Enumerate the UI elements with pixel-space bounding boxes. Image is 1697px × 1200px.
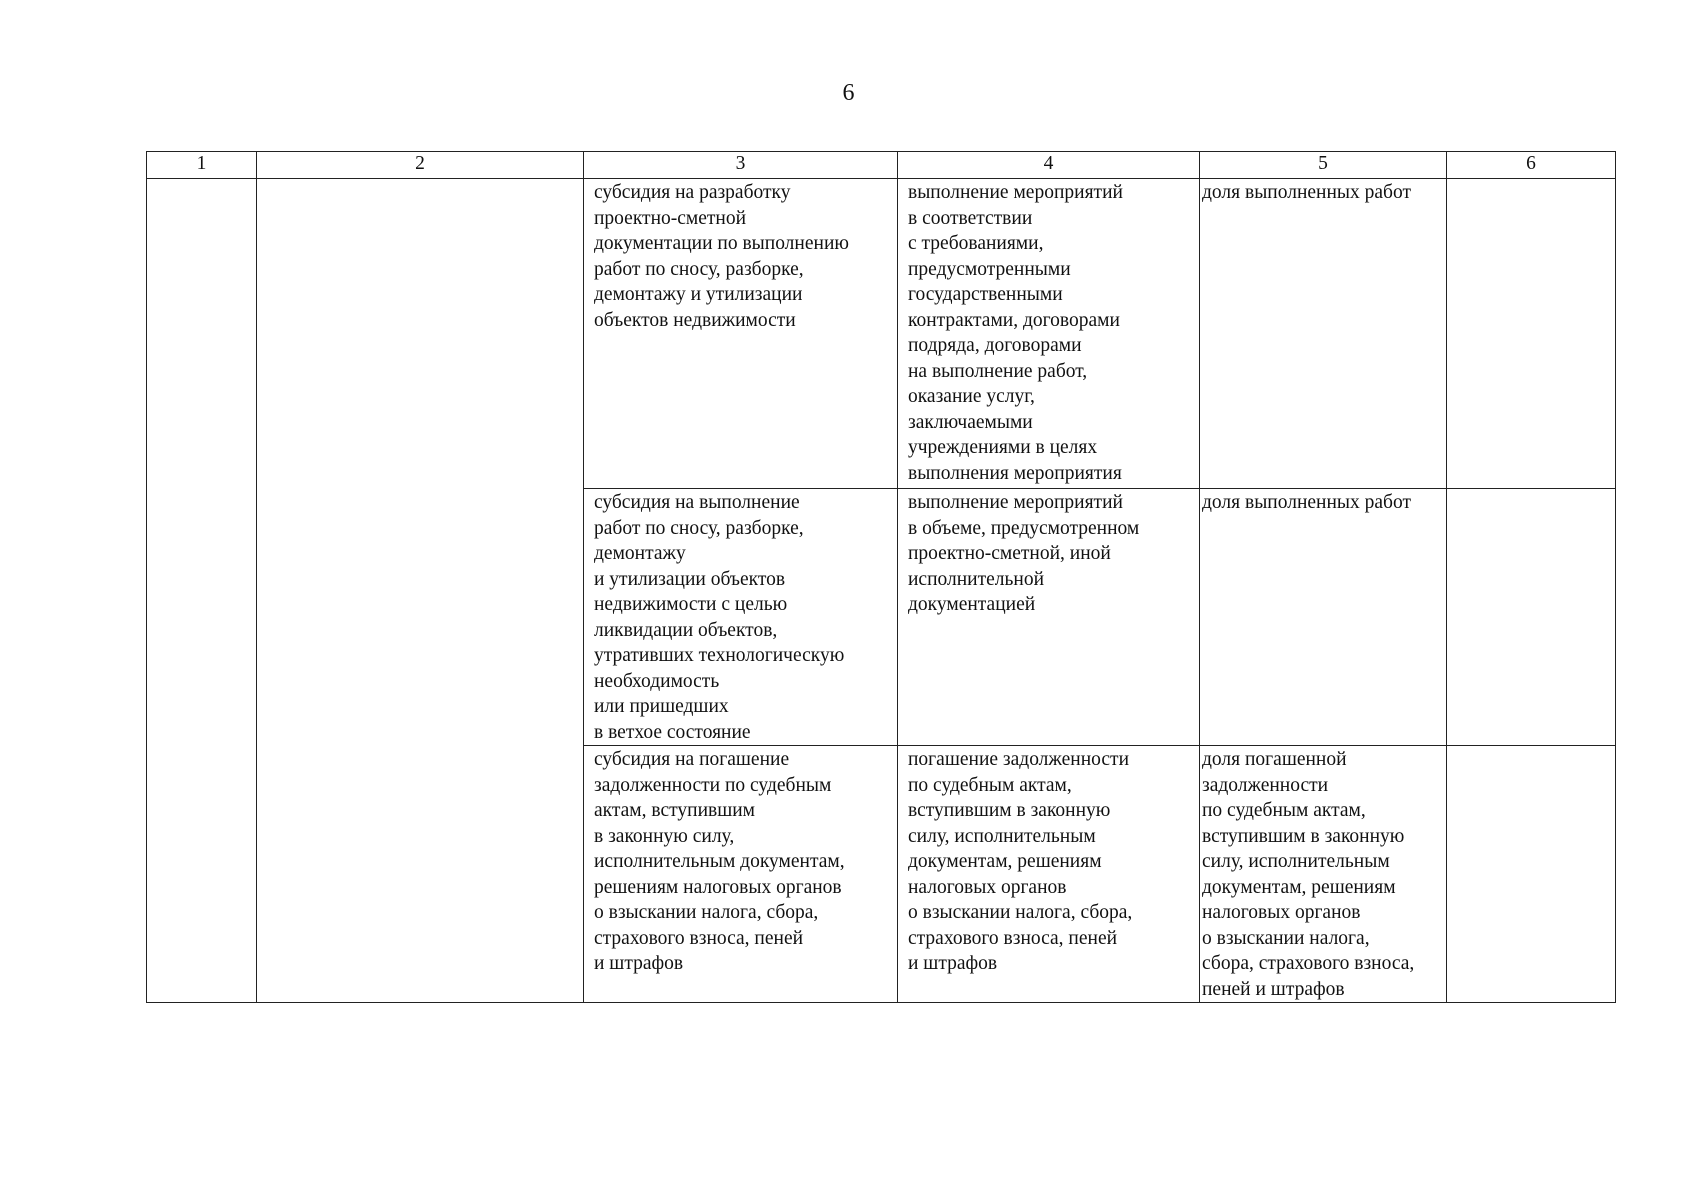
column-header-5: 5 <box>1200 152 1447 179</box>
cell-col2 <box>257 179 584 1003</box>
cell-col1 <box>147 179 257 1003</box>
document-table <box>146 151 1616 1003</box>
column-header-2: 2 <box>257 152 584 179</box>
cell-result: выполнение мероприятий в соответствии с требованиями, предусмотренными государственными контрактами, договорами подряда, договорами на выполнение работ, оказание услуг, заключаемыми учреждениями в целях выполнения мероприятия <box>898 179 1200 489</box>
cell-indicator: доля выполненных работ <box>1200 179 1447 489</box>
cell-subsidy: субсидия на погашение задолженности по судебным актам, вступившим в законную силу, исполнительным документам, решениям налоговых органов о взыскании налога, сбора, страхового взноса, пеней и штрафов <box>584 746 898 1003</box>
cell-result: погашение задолженности по судебным актам, вступившим в законную силу, исполнительным документам, решениям налоговых органов о взыскании налога, сбора, страхового взноса, пеней и штрафов <box>898 746 1200 1003</box>
cell-subsidy: субсидия на разработку проектно-сметной документации по выполнению работ по сносу, разборке, демонтажу и утилизации объектов недвижимости <box>584 179 898 489</box>
cell-col6 <box>1447 746 1616 1003</box>
column-header-3: 3 <box>584 152 898 179</box>
cell-col6 <box>1447 179 1616 489</box>
cell-indicator: доля выполненных работ <box>1200 489 1447 746</box>
table-row <box>147 179 1616 489</box>
cell-subsidy: субсидия на выполнение работ по сносу, разборке, демонтажу и утилизации объектов недвижимости с целью ликвидации объектов, утративших технологическую необходимость или пришедших в ветхое состояние <box>584 489 898 746</box>
column-header-6: 6 <box>1447 152 1616 179</box>
cell-col6 <box>1447 489 1616 746</box>
cell-result: выполнение мероприятий в объеме, предусмотренном проектно-сметной, иной исполнительной документацией <box>898 489 1200 746</box>
column-header-1: 1 <box>147 152 257 179</box>
table-header-row <box>147 152 1616 179</box>
column-header-4: 4 <box>898 152 1200 179</box>
page-number: 6 <box>842 80 855 106</box>
cell-indicator: доля погашенной задолженности по судебным актам, вступившим в законную силу, исполнительным документам, решениям налоговых органов о взыскании налога, сбора, страхового взноса, пеней и штрафов <box>1200 746 1447 1003</box>
